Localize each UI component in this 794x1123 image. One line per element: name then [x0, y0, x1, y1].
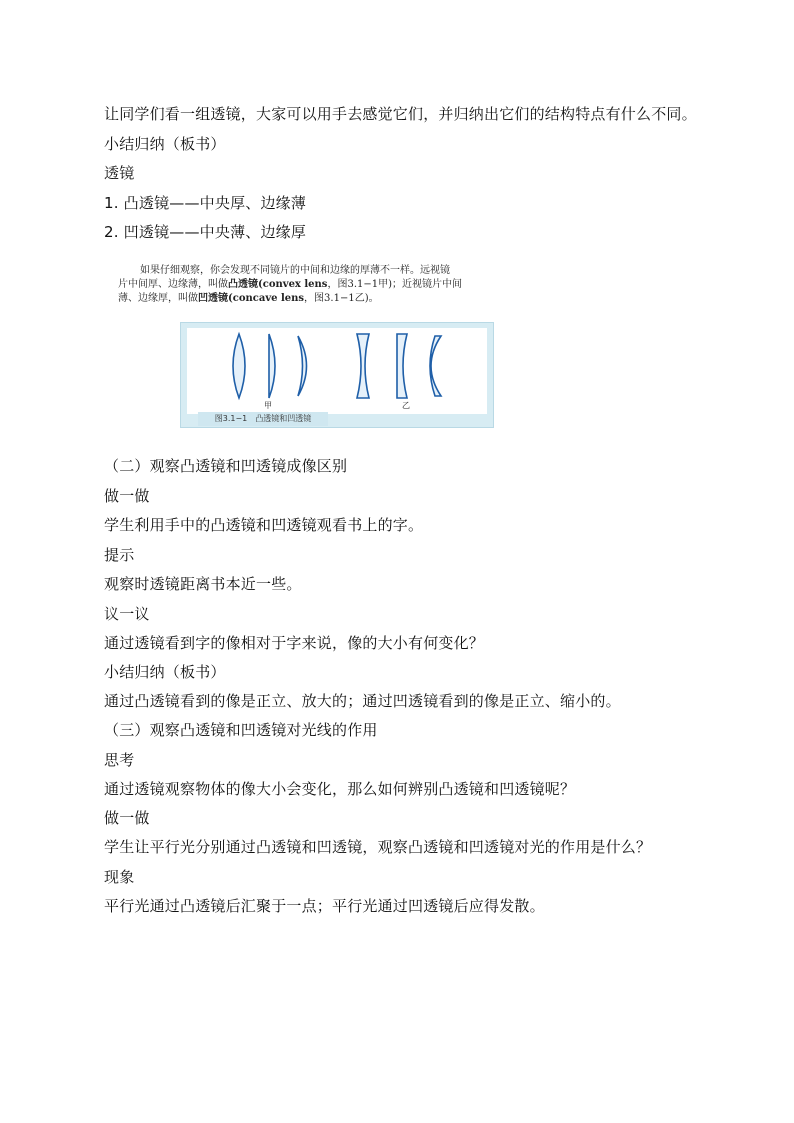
lens-diagram-svg	[187, 328, 487, 414]
concave-meniscus-lens	[430, 336, 441, 396]
text-line-question-size: 通过透镜看到字的像相对于字来说，像的大小有何变化？	[104, 634, 485, 652]
text-line-question-identify: 通过透镜观察物体的像大小会变化，那么如何辨别凸透镜和凹透镜呢？	[104, 780, 576, 798]
text-line-conclusion: 平行光通过凸透镜后汇聚于一点；平行光通过凹透镜后应得发散。	[104, 897, 545, 915]
text-line-do-it: 做一做	[104, 487, 150, 505]
plano-convex-lens	[269, 334, 275, 398]
text-line-hint-heading: 提示	[104, 546, 135, 564]
text-line-discuss: 议一议	[104, 605, 150, 623]
figure-caption: 图3.1−1 凸透镜和凹透镜	[198, 412, 328, 426]
text-line-do-it-2: 做一做	[104, 809, 150, 827]
figure-text-line-2: 片中间厚、边缘薄，叫做凸透镜(convex lens，图3.1−1甲)；近视镜片中间	[118, 279, 462, 290]
text-line-concave-def: 2. 凹透镜——中央薄、边缘厚	[104, 223, 307, 241]
plano-concave-lens	[397, 334, 407, 398]
text-line-students-observe: 学生利用手中的凸透镜和凹透镜观看书上的字。	[104, 516, 424, 534]
text-line-lens-heading: 透镜	[104, 164, 135, 182]
text-line-hint: 观察时透镜距离书本近一些。	[104, 575, 302, 593]
text-line-summary-heading: 小结归纳（板书）	[104, 135, 226, 153]
label-yi: 乙	[402, 401, 410, 410]
text-line-image-summary: 通过凸透镜看到的像是正立、放大的；通过凹透镜看到的像是正立、缩小的。	[104, 692, 621, 710]
text-line-section-3: （三）观察凸透镜和凹透镜对光线的作用	[104, 721, 378, 739]
text-line-intro: 让同学们看一组透镜，大家可以用手去感觉它们，并归纳出它们的结构特点有什么不同。	[104, 105, 697, 123]
biconcave-lens	[357, 334, 369, 398]
textbook-figure	[104, 256, 500, 432]
label-jia: 甲	[264, 401, 272, 410]
text-line-parallel-light: 学生让平行光分别通过凸透镜和凹透镜，观察凸透镜和凹透镜对光的作用是什么？	[104, 838, 652, 856]
figure-text-line-3: 薄、边缘厚，叫做凹透镜(concave lens，图3.1−1乙)。	[118, 293, 379, 304]
text-line-section-2: （二）观察凸透镜和凹透镜成像区别	[104, 457, 348, 475]
convex-meniscus-lens	[298, 336, 307, 396]
text-line-think: 思考	[104, 751, 135, 769]
text-line-phenomenon: 现象	[104, 868, 135, 886]
lens-diagram	[187, 328, 487, 414]
biconvex-lens	[233, 334, 245, 398]
figure-text-line-1: 如果仔细观察，你会发现不同镜片的中间和边缘的厚薄不一样。远视镜	[140, 265, 450, 276]
text-line-summary-heading-2: 小结归纳（板书）	[104, 663, 226, 681]
text-line-convex-def: 1. 凸透镜——中央厚、边缘薄	[104, 194, 307, 212]
